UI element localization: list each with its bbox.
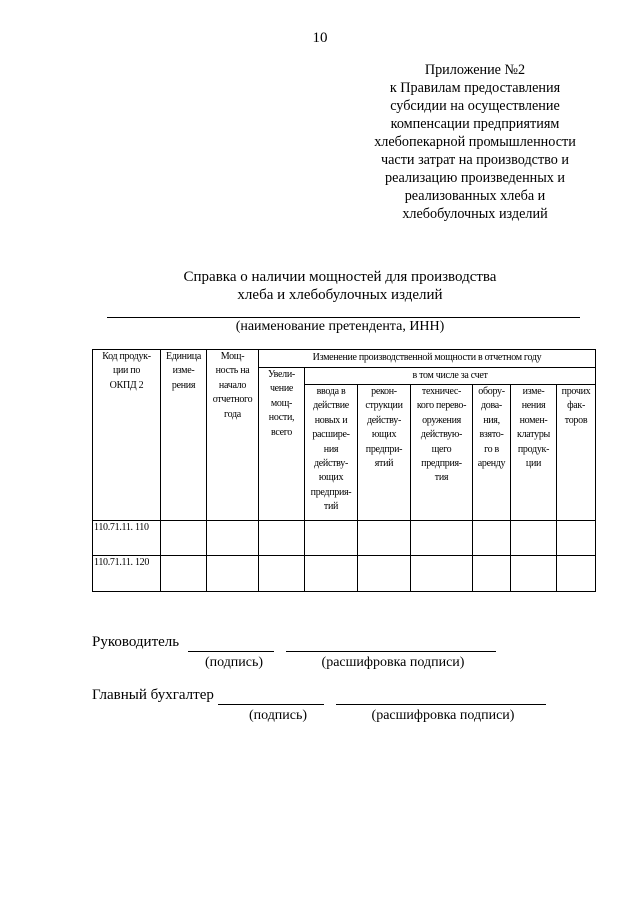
data-cell[interactable] xyxy=(511,521,557,556)
appendix-line: хлебобулочных изделий xyxy=(402,206,548,222)
data-cell[interactable] xyxy=(557,521,596,556)
header-nomenclature: изме- нения номен- клатуры продук- ции xyxy=(511,385,557,521)
data-cell[interactable] xyxy=(305,556,358,592)
title-line-2: хлеба и хлебобулочных изделий xyxy=(237,287,443,303)
head-signature-caption: (подпись) xyxy=(204,655,264,670)
head-decoding-caption: (расшифровка подписи) xyxy=(321,655,465,670)
header-other: прочих фак- торов xyxy=(557,385,596,521)
data-cell[interactable] xyxy=(305,521,358,556)
data-cell[interactable] xyxy=(207,521,259,556)
header-capacity: Мощ- ность на начало отчетного года xyxy=(207,350,259,521)
appendix-line: компенсации предприятиям xyxy=(390,116,560,132)
document-title xyxy=(100,268,580,304)
data-cell[interactable] xyxy=(511,556,557,592)
header-unit: Единица изме- рения xyxy=(161,350,207,521)
data-cell[interactable] xyxy=(358,556,411,592)
head-label: Руководитель xyxy=(92,634,180,650)
header-change: Изменение производственной мощности в отчетном году xyxy=(259,350,596,368)
capacity-table xyxy=(92,349,596,592)
data-cell[interactable] xyxy=(259,521,305,556)
applicant-caption: (наименование претендента, ИНН) xyxy=(235,319,445,334)
page-number: 10 xyxy=(312,30,328,46)
table-row xyxy=(93,556,596,592)
header-commissioning: ввода в действие новых и расшире- ния действу- ющих предприя- тий xyxy=(305,385,358,521)
appendix-line: Приложение №2 xyxy=(424,62,526,78)
appendix-line: реализацию произведенных и xyxy=(384,170,566,186)
appendix-line: реализованных хлеба и xyxy=(404,188,546,204)
appendix-line: части затрат на производство и xyxy=(381,152,569,168)
header-increase: Увели- чение мощ- ности, всего xyxy=(259,368,305,521)
accountant-label: Главный бухгалтер xyxy=(92,687,214,703)
data-cell[interactable] xyxy=(473,556,511,592)
header-leased: обору- дова- ния, взято- го в аренду xyxy=(473,385,511,521)
appendix-line: хлебопекарной промышленности xyxy=(374,134,576,150)
data-cell[interactable] xyxy=(557,556,596,592)
applicant-name-line[interactable] xyxy=(107,317,580,318)
data-cell[interactable] xyxy=(161,521,207,556)
header-code: Код продук- ции по ОКПД 2 xyxy=(93,350,161,521)
row-code: 110.71.11. 120 xyxy=(93,556,161,592)
accountant-decoding-caption: (расшифровка подписи) xyxy=(371,708,515,723)
data-cell[interactable] xyxy=(358,521,411,556)
header-reconstruction: рекон- струкции действу- ющих предпри- ятий xyxy=(358,385,411,521)
header-reequipment: техничес- кого перево- оружения действую- щего предприя- тия xyxy=(411,385,473,521)
data-cell[interactable] xyxy=(259,556,305,592)
data-cell[interactable] xyxy=(411,521,473,556)
head-decoding-line[interactable] xyxy=(286,651,496,652)
head-signature-line[interactable] xyxy=(188,651,274,652)
table-row xyxy=(93,521,596,556)
data-cell[interactable] xyxy=(161,556,207,592)
accountant-signature-caption: (подпись) xyxy=(248,708,308,723)
data-cell[interactable] xyxy=(411,556,473,592)
data-cell[interactable] xyxy=(473,521,511,556)
data-cell[interactable] xyxy=(207,556,259,592)
appendix-note xyxy=(360,61,590,223)
header-including: в том числе за счет xyxy=(305,368,596,385)
appendix-line: к Правилам предоставления xyxy=(389,80,561,96)
title-line-1: Справка о наличии мощностей для производства xyxy=(183,269,497,285)
accountant-decoding-line[interactable] xyxy=(336,704,546,705)
accountant-signature-line[interactable] xyxy=(218,704,324,705)
row-code: 110.71.11. 110 xyxy=(93,521,161,556)
appendix-line: субсидии на осуществление xyxy=(390,98,560,114)
